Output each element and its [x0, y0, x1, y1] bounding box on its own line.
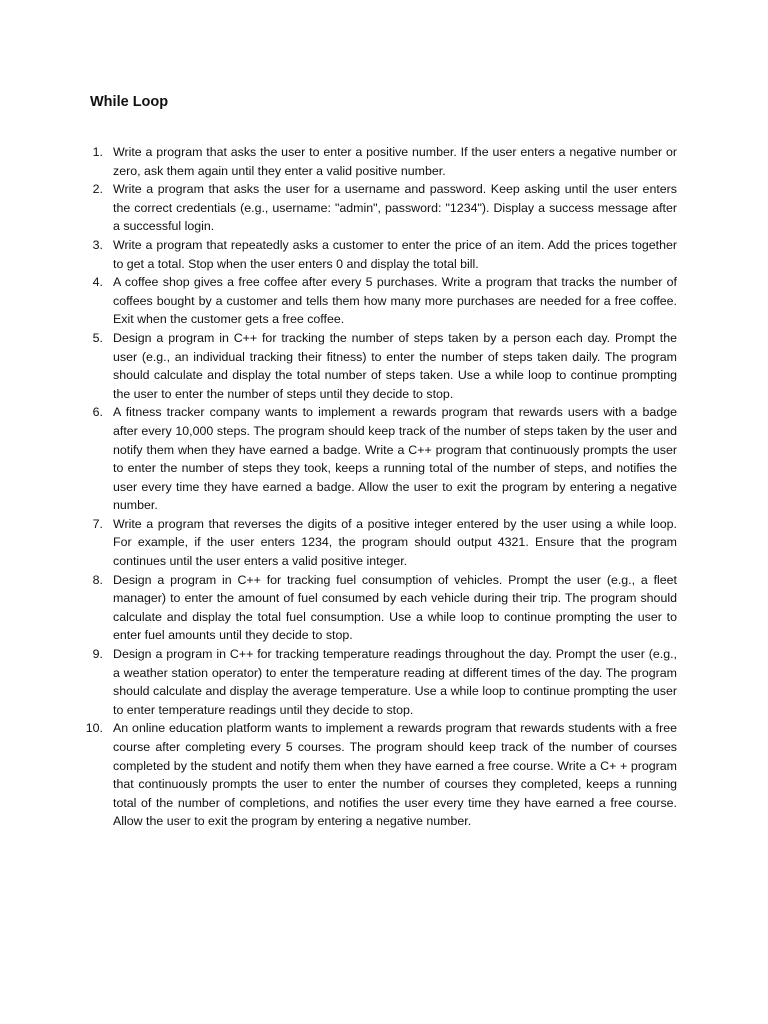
exercise-number: 5. [92, 330, 103, 345]
exercise-number: 10. [85, 721, 103, 736]
exercise-item [85, 719, 677, 831]
exercise-number: 6. [92, 405, 103, 420]
exercise-text: Design a program in C++ for tracking fuel consumption of vehicles. Prompt the user (e.g., a fleet manager) to enter the amount of fuel consumed by each vehicle during their trip. The program should calculate and display the total fuel consumption. Use a while loop to continue prompting the user to enter fuel amounts until they decide to stop. [113, 572, 677, 643]
exercise-number: 9. [92, 647, 103, 662]
exercise-text: Write a program that asks the user to enter a positive number. If the user enters a negative number or zero, ask them again until they enter a valid positive number. [113, 145, 677, 178]
exercise-text: Write a program that asks the user for a username and password. Keep asking until the user enters the correct credentials (e.g., username: "admin", password: "1234"). Display a success message after a successful login. [113, 182, 677, 234]
exercise-item [92, 645, 677, 719]
exercise-text: Design a program in C++ for tracking temperature readings throughout the day. Prompt the user (e.g., a weather station operator) to enter the temperature reading at different times of the day. The program should calculate and display the average temperature. Use a while loop to continue prompting the user to enter temperature readings until they decide to stop. [113, 647, 677, 717]
exercise-text: Write a program that repeatedly asks a customer to enter the price of an item. Add the prices together to get a total. Stop when the user enters 0 and display the total bill. [113, 237, 677, 271]
exercise-text: Design a program in C++ for tracking the number of steps taken by a person each day. Prompt the user (e.g., an individual tracking their fitness) to enter the number of steps taken daily. The program should calculate and display the total number of steps taken. Use a while loop to continue prompting the user to enter the number of steps until they decide to stop. [113, 330, 677, 401]
exercise-item [92, 403, 677, 515]
exercise-text: Write a program that reverses the digits of a positive integer entered by the user using a while loop. For example, if the user enters 1234, the program should output 4321. Ensure that the program continues until the user enters a valid positive integer. [113, 516, 677, 569]
exercise-text: A coffee shop gives a free coffee after every 5 purchases. Write a program that tracks the number of coffees bought by a customer and tells them how many more purchases are needed for a free coffee. Exit when the customer gets a free coffee. [113, 275, 677, 327]
exercise-number: 7. [92, 516, 103, 531]
page-title: While Loop [90, 94, 169, 110]
exercise-number: 8. [92, 572, 103, 587]
exercise-text: An online education platform wants to implement a rewards program that rewards students with a free course after completing every 5 courses. The program should keep track of the number of courses completed by the student and notify them when they have earned a free course. Write a C+ + program that continuously prompts the user to enter the number of courses they completed, keeps a running total of the number of completions, and notifies the user every time they have earned a free course. Allow the user to exit the program by entering a negative number. [113, 721, 677, 829]
exercise-number: 3. [92, 237, 103, 252]
exercise-item [92, 515, 677, 571]
exercise-item [92, 143, 677, 180]
exercise-number: 2. [92, 182, 103, 197]
exercise-item [92, 329, 677, 403]
exercise-item [92, 571, 677, 645]
exercise-item [92, 273, 677, 329]
exercise-text: A fitness tracker company wants to implement a rewards program that rewards users with a badge after every 10,000 steps. The program should keep track of the number of steps taken by the user and notify them when they have earned a badge. Write a C++ program that continuously prompts the user to enter the number of steps they took, keeps a running total of the number of steps, and notifies the user every time they have earned a badge. Allow the user to exit the program by entering a negative number. [113, 405, 677, 513]
exercise-item [92, 180, 677, 236]
exercise-number: 4. [92, 275, 103, 290]
exercise-list [85, 143, 677, 831]
exercise-item [92, 236, 677, 273]
exercise-number: 1. [92, 145, 103, 159]
